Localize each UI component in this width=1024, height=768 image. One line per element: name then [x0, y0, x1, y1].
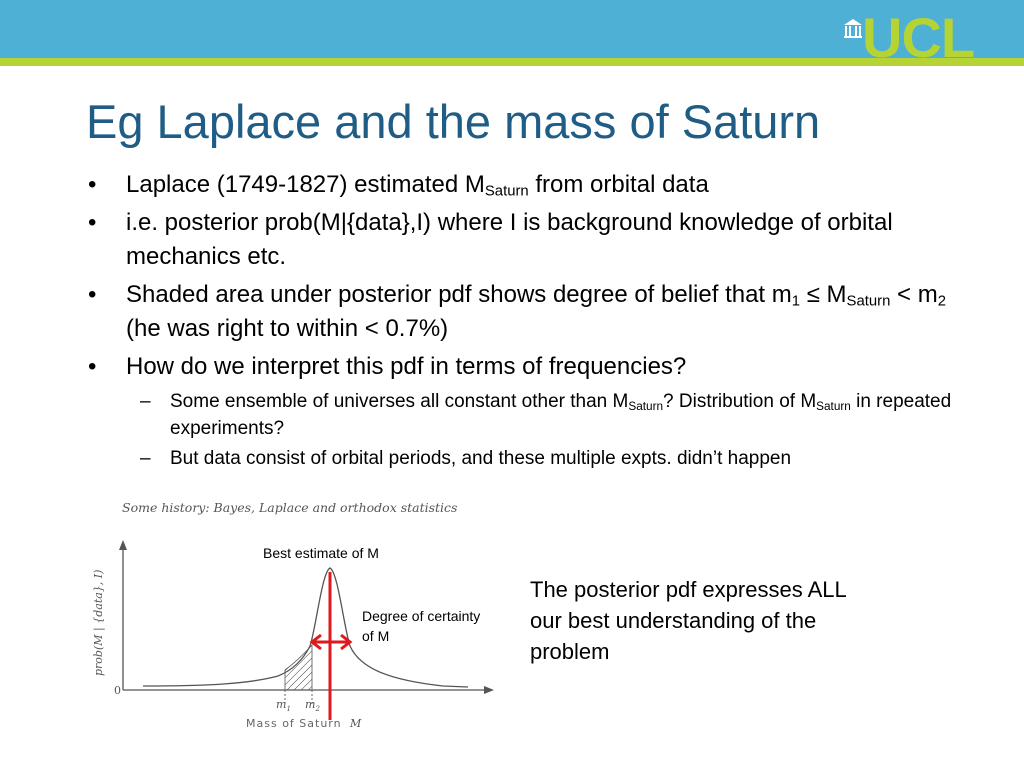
side-note: The posterior pdf expresses ALL our best understanding of the problem: [530, 577, 846, 664]
sub-bullet-item: [86, 388, 966, 442]
best-estimate-label: Best estimate of M: [263, 545, 379, 561]
subscript: Saturn: [816, 399, 851, 413]
x-axis-arrow-icon: [484, 686, 494, 694]
sub-bullet-text: ? Distribution of M: [663, 391, 817, 412]
bullet-dot-icon: •: [88, 209, 97, 236]
subscript: Saturn: [484, 183, 529, 200]
bullet-item: [86, 206, 966, 274]
bullet-text: Shaded area under posterior pdf shows degree of belief that m: [126, 281, 792, 308]
sub-bullet-text: Some ensemble of universes all constant other than M: [170, 391, 629, 412]
bullet-dot-icon: •: [88, 353, 97, 380]
dash-icon: –: [140, 448, 151, 469]
m1-label: $m_1$: [276, 698, 291, 713]
bullet-text: < m: [890, 281, 938, 308]
m2-label: $m_2$: [305, 698, 320, 713]
figure-caption: Some history: Bayes, Laplace and orthodox statistics: [122, 500, 458, 515]
bullet-text: from orbital data: [528, 171, 709, 198]
sub-bullet-text: in repeated experiments?: [170, 391, 952, 439]
y-axis-arrow-icon: [119, 540, 127, 550]
bullet-text: Laplace (1749-1827) estimated M: [126, 171, 485, 198]
dash-icon: –: [140, 391, 151, 412]
bullet-item: [86, 168, 966, 202]
portico-icon: [842, 18, 864, 40]
ucl-logo: [842, 6, 1002, 69]
bullet-text: (he was right to within < 0.7%): [126, 315, 449, 342]
y-axis-label: prob(M | {data}, I): [92, 569, 105, 676]
logo-text: UCL: [862, 6, 975, 69]
subscript: Saturn: [846, 293, 891, 310]
x-axis-label: Mass of Saturn: [246, 717, 342, 730]
bullet-item: [86, 350, 966, 384]
degree-of-certainty-label: Degree of certainty of M: [362, 608, 481, 644]
y-zero-label: 0: [114, 684, 121, 697]
bullet-text: ≤ M: [800, 281, 847, 308]
x-axis-symbol: M: [350, 717, 362, 730]
subscript: 1: [791, 293, 801, 310]
subscript: 2: [937, 293, 946, 310]
bullet-text: How do we interpret this pdf in terms of frequencies?: [126, 353, 687, 380]
bullet-list: [86, 168, 966, 475]
slide-title: Eg Laplace and the mass of Saturn: [86, 95, 821, 148]
bullet-dot-icon: •: [88, 171, 97, 198]
sub-bullet-item: [86, 445, 966, 472]
bullet-text: i.e. posterior prob(M|{data},I) where I is background knowledge of orbital mechanics etc.: [126, 209, 893, 270]
shaded-area: [285, 645, 312, 690]
subscript: Saturn: [628, 399, 664, 413]
bullet-dot-icon: •: [88, 281, 97, 308]
sub-bullet-text: But data consist of orbital periods, and these multiple expts. didn’t happen: [170, 448, 792, 469]
bullet-item: [86, 278, 966, 346]
